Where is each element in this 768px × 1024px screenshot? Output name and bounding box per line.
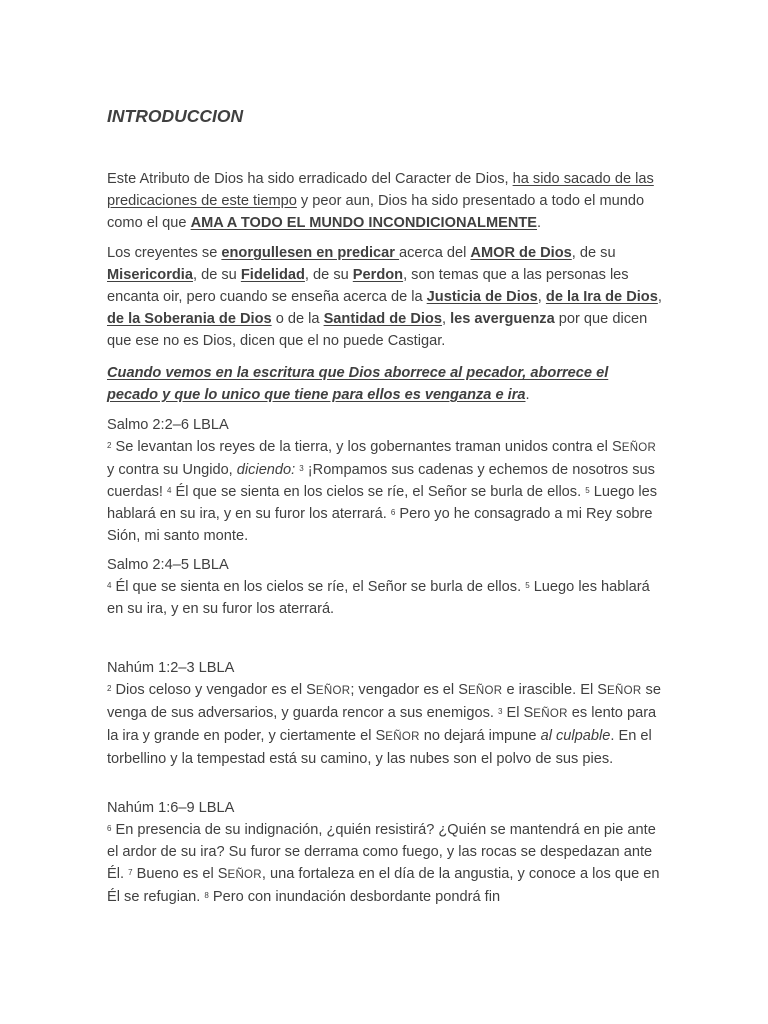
verse-number: 4	[107, 581, 112, 590]
verse-text: es lento para la ira y grande en poder, y ciertamente el S	[107, 705, 657, 744]
verse-reference: Salmo 2:4–5 LBLA	[107, 557, 229, 573]
verse-block-salmo-2-4-5	[107, 554, 663, 620]
text: ,	[657, 289, 662, 305]
italic-text: al culpable	[540, 728, 611, 744]
text: .	[525, 387, 530, 403]
text: , son temas que a las personas les encanta oir, pero cuando se enseña acerca de la	[107, 267, 629, 305]
bold-underlined-text: Justicia de Dios	[426, 289, 538, 305]
bold-text: les averguenza	[450, 311, 555, 327]
verse-text: y contra su Ungido,	[107, 462, 237, 478]
bold-underlined-text: Fidelidad	[240, 267, 305, 283]
verse-text: , una fortaleza en el día de la angustia, y conoce a los que en Él se refugian.	[107, 866, 660, 905]
text: Este Atributo de Dios ha sido erradicado del Caracter de Dios,	[107, 171, 513, 187]
verse-text: En presencia de su indignación, ¿quién resistirá? ¿Quién se mantendrá en pie ante el ardor de su ira? Su furor se derrama como fuego, y las rocas se despedazan ante Él.	[107, 822, 656, 882]
italic-text: diciendo:	[236, 462, 296, 478]
text: .	[537, 215, 542, 231]
text: acerca del	[399, 245, 471, 261]
text: , de su	[192, 267, 241, 283]
verse-text: se venga de sus adversarios, y guarda rencor a sus enemigos.	[107, 682, 661, 721]
paragraph-believers	[107, 242, 663, 352]
verse-number: 2	[107, 441, 112, 450]
text: y peor aun, Dios ha sido presentado a todo el mundo como el que	[107, 193, 645, 231]
underlined-text: ha sido sacado de las predicaciones de este tiempo	[107, 171, 654, 209]
small-caps-text: EÑOR	[621, 442, 657, 454]
verse-block-nahum-1-2-3	[107, 657, 663, 770]
small-caps-text: EÑOR	[385, 731, 420, 743]
verse-text: Él que se sienta en los cielos se ríe, el Señor se burla de ellos.	[171, 484, 586, 500]
bold-underlined-text: de la Ira de Dios	[545, 289, 658, 305]
verse-text: e irascible. El S	[502, 682, 608, 698]
verse-block-nahum-1-6-9	[107, 797, 663, 908]
bold-underlined-text: AMOR de Dios	[470, 245, 572, 261]
small-caps-text: EÑOR	[533, 708, 568, 720]
verse-number: 6	[390, 508, 396, 517]
bold-underlined-text: Santidad de Dios	[323, 311, 442, 327]
verse-text: ; vengador es el S	[350, 682, 468, 698]
verse-reference: Nahúm 1:2–3 LBLA	[107, 660, 235, 676]
verse-text: ¡Rompamos sus cadenas y echemos de nosotros sus cuerdas!	[107, 462, 655, 500]
verse-number: 2	[107, 684, 112, 693]
text: , de su	[304, 267, 353, 283]
text: o de la	[271, 311, 324, 327]
verse-number: 4	[167, 486, 172, 495]
text: por que dicen que ese no es Dios, dicen que el no puede Castigar.	[107, 311, 648, 349]
verse-text: El S	[502, 705, 534, 721]
text: ,	[441, 311, 451, 327]
bold-underlined-text: enorgullesen en predicar	[221, 245, 400, 261]
verse-reference: Nahúm 1:6–9 LBLA	[107, 800, 235, 816]
verse-number: 3	[299, 464, 304, 473]
verse-text: Bueno es el S	[132, 866, 228, 882]
verse-text: Dios celoso y vengador es el S	[111, 682, 316, 698]
small-caps-text: EÑOR	[607, 685, 642, 697]
verse-text: Pero yo he consagrado a mi Rey sobre Sión, mi santo monte.	[107, 506, 653, 544]
verse-number: 6	[107, 824, 112, 833]
verse-text: Luego les hablará en su ira, y en su furor los aterrará.	[107, 484, 658, 522]
small-caps-text: EÑOR	[227, 869, 262, 881]
verse-text: no dejará impune	[419, 728, 541, 744]
bold-underlined-text: de la Soberania de Dios	[107, 311, 272, 327]
bold-underlined-text: AMA A TODO EL MUNDO INCONDICIONALMENTE	[190, 215, 538, 231]
text: Los creyentes se	[107, 245, 222, 261]
paragraph-emphasis	[107, 362, 663, 406]
small-caps-text: EÑOR	[467, 685, 503, 697]
verse-number: 3	[498, 707, 503, 716]
page-title: INTRODUCCION	[107, 106, 244, 126]
verse-number: 8	[204, 891, 209, 900]
verse-block-salmo-2-2-6	[107, 414, 663, 547]
verse-text: Pero con inundación desbordante pondrá fin	[208, 889, 501, 905]
small-caps-text: EÑOR	[315, 685, 351, 697]
bold-underlined-text: Misericordia	[107, 267, 193, 283]
text: , de su	[571, 245, 616, 261]
verse-text: Él que se sienta en los cielos se ríe, el Señor se burla de ellos.	[111, 579, 526, 595]
verse-text: . En el torbellino y la tempestad está su camino, y las nubes son el polvo de sus pies.	[107, 728, 652, 767]
verse-text: Se levantan los reyes de la tierra, y los gobernantes traman unidos contra el S	[111, 439, 622, 455]
text: ,	[537, 289, 546, 305]
verse-number: 7	[128, 868, 133, 877]
verse-reference: Salmo 2:2–6 LBLA	[107, 417, 229, 433]
verse-number: 5	[585, 486, 590, 495]
verse-number: 5	[525, 581, 530, 590]
verse-text: Luego les hablará en su ira, y en su furor los aterrará.	[107, 579, 650, 617]
bold-italic-underlined-text: Cuando vemos en la escritura que Dios aborrece al pecador, aborrece el pecado y que lo unico que tiene para ellos es venganza e ira	[107, 365, 609, 403]
paragraph-intro	[107, 168, 663, 234]
bold-underlined-text: Perdon	[352, 267, 404, 283]
